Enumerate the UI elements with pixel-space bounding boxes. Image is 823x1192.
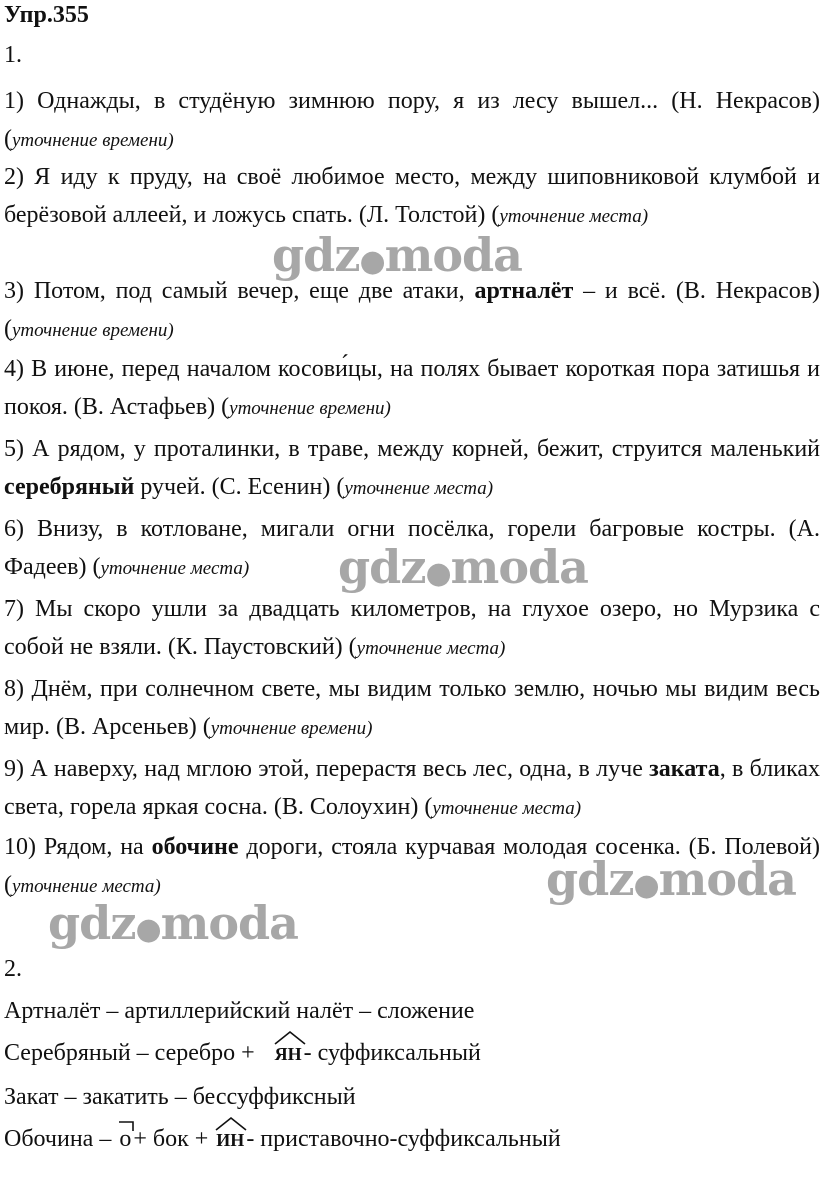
- item-note: уточнение времени): [12, 130, 174, 151]
- item-number: 5): [4, 436, 24, 462]
- answer-text: - суффиксальный: [303, 1040, 481, 1066]
- prefix-mark-icon: [117, 1120, 135, 1132]
- item-number: 8): [4, 676, 24, 702]
- answer-line: [4, 998, 474, 1025]
- item-text: – и всё. (В. Некрасов) (: [4, 278, 821, 342]
- item-number: 6): [4, 516, 24, 542]
- item-number: 4): [4, 356, 24, 382]
- item-number: 3): [4, 278, 24, 304]
- item-text: , в бликах света, горела яркая сосна. (В. Солоухин) (: [4, 756, 821, 820]
- item-text: А наверху, над мглою этой, перерастя весь лес, одна, в луче: [30, 756, 650, 782]
- list-item: [4, 590, 820, 668]
- item-text: Днём, при солнечном свете, мы видим только землю, ночью мы видим весь мир. (В. Арсеньев) (: [4, 676, 821, 740]
- answer-text: + бок +: [133, 1126, 215, 1152]
- item-text: Внизу, в котловане, мигали огни посёлка, горели багровые костры. (А. Фадеев) (: [4, 516, 821, 580]
- item-bold-word: заката: [649, 756, 720, 782]
- exercise-title: Упр.355: [4, 2, 89, 28]
- answer-text: Артналёт – артиллерийский налёт – сложение: [4, 998, 475, 1024]
- item-note: уточнение места): [100, 558, 250, 579]
- item-note: уточнение места): [12, 876, 161, 897]
- item-note: уточнение времени): [210, 718, 373, 739]
- item-number: 10): [4, 834, 36, 860]
- answer-text: - приставочно-суффиксальный: [246, 1126, 561, 1152]
- item-text: Рядом, на: [43, 834, 152, 860]
- watermark-logo: gdz●moda: [272, 228, 522, 282]
- item-number: 9): [4, 756, 24, 782]
- item-text: А рядом, у проталинки, в траве, между корней, бежит, струится маленький: [32, 436, 821, 462]
- item-bold-word: обочине: [151, 834, 239, 860]
- item-text: Потом, под самый вечер, еще две атаки,: [33, 278, 475, 304]
- part1-label: 1.: [4, 42, 22, 68]
- item-text: ручей. (С. Есенин) (: [134, 474, 345, 500]
- answer-line: [4, 1126, 561, 1153]
- answer-text: Серебряный – серебро +: [4, 1040, 261, 1066]
- item-number: 7): [4, 596, 24, 622]
- item-note: уточнение места): [499, 206, 649, 227]
- item-number: 2): [4, 164, 24, 190]
- list-item: [4, 350, 820, 428]
- suffix-morpheme: ИН: [216, 1130, 244, 1151]
- list-item: [4, 750, 820, 828]
- suffix-mark-icon: [273, 1030, 307, 1046]
- answer-text: Закат – закатить – бессуффиксный: [4, 1084, 356, 1110]
- list-item: [4, 430, 820, 508]
- suffix-morpheme: ЯН: [275, 1044, 302, 1065]
- item-text: дороги, стояла курчавая молодая сосенка. (Б. Полевой) (: [4, 834, 820, 898]
- suffix-mark-icon: [214, 1116, 248, 1132]
- watermark-logo: gdz●moda: [546, 852, 796, 906]
- item-note: уточнение времени): [12, 320, 174, 341]
- list-item: [4, 828, 820, 906]
- item-note: уточнение места): [344, 478, 494, 499]
- item-note: уточнение места): [356, 638, 506, 659]
- item-note: уточнение времени): [229, 398, 391, 419]
- answer-text: Обочина –: [4, 1126, 118, 1152]
- item-number: 1): [4, 88, 24, 114]
- item-text: Я иду к пруду, на своё любимое место, между шиповниковой клумбой и берёзовой аллеей, и ложусь спать. (Л. Толстой) (: [4, 164, 820, 228]
- item-text: Мы скоро ушли за двадцать километров, на глухое озеро, но Мурзика с собой не взяли. (К. Паустовский) (: [4, 596, 820, 660]
- watermark-logo: gdz●moda: [338, 540, 588, 594]
- item-text: В июне, перед началом косови́цы, на полях бывает короткая пора затишья и покоя. (В. Астафьев) (: [4, 356, 821, 420]
- answer-line: [4, 1040, 481, 1067]
- part2-label: 2.: [4, 956, 22, 982]
- item-text: Однажды, в студёную зимнюю пору, я из лесу вышел... (Н. Некрасов) (: [4, 88, 820, 152]
- list-item: [4, 82, 820, 160]
- list-item: [4, 272, 820, 350]
- list-item: [4, 510, 820, 588]
- item-bold-word: артналёт: [474, 278, 574, 304]
- list-item: [4, 670, 820, 748]
- answer-line: [4, 1084, 356, 1111]
- list-item: [4, 158, 820, 236]
- watermark-logo: gdz●moda: [48, 896, 298, 950]
- item-bold-word: серебряный: [4, 474, 135, 500]
- item-note: уточнение места): [432, 798, 582, 819]
- prefix-morpheme: о: [119, 1126, 131, 1153]
